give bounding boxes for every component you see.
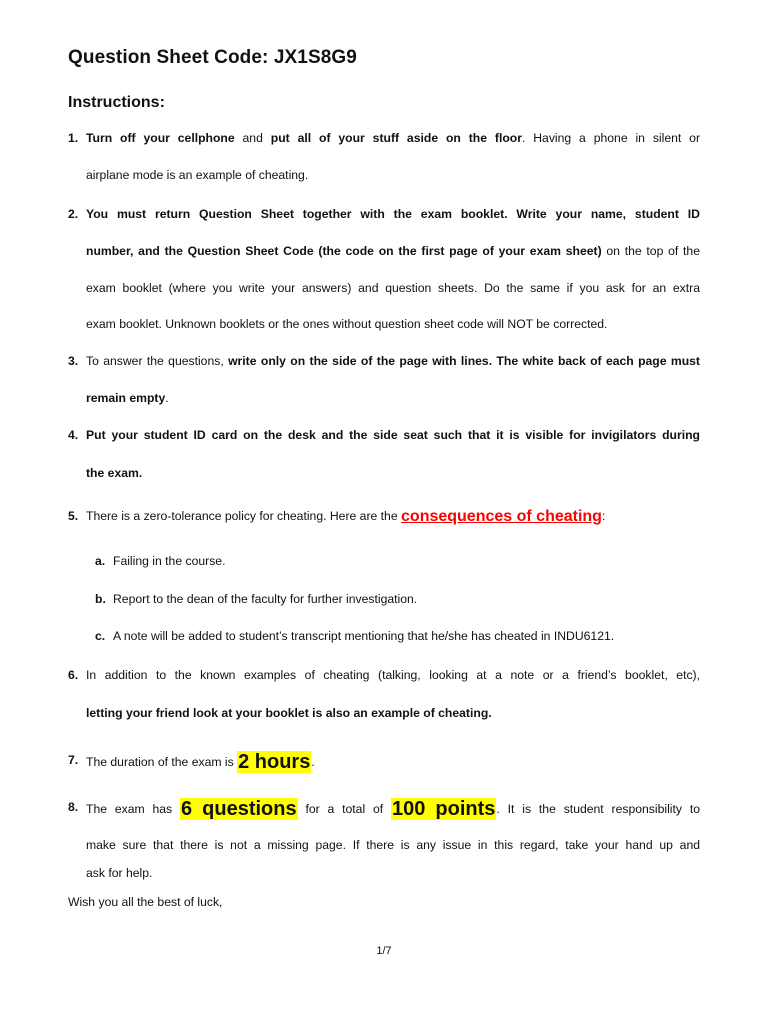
text-run: and xyxy=(234,131,271,145)
item-3-line-1 xyxy=(86,353,700,369)
item-2-line-1: You must return Question Sheet together with the exam booklet. Write your name, student ID xyxy=(86,207,700,221)
item-3-line-2 xyxy=(86,390,169,406)
closing-text: Wish you all the best of luck, xyxy=(68,895,223,909)
item-number: 5. xyxy=(68,509,79,523)
item-number: 2. xyxy=(68,207,79,221)
item-6-line-2: letting your friend look at your booklet is also an example of cheating. xyxy=(86,706,492,720)
emphasis-text: number, and the Question Sheet Code (the code on the first page of your exam sheet) xyxy=(86,244,602,258)
page-title: Question Sheet Code: JX1S8G9 xyxy=(68,47,357,68)
emphasis-text: Turn off your cellphone xyxy=(86,131,235,145)
text-run: The duration of the exam is xyxy=(86,755,238,769)
text-run: on the top of the xyxy=(601,244,700,258)
item-8-line-3: ask for help. xyxy=(86,866,153,880)
item-number: 6. xyxy=(68,668,79,682)
sub-item-text: Report to the dean of the faculty for further investigation. xyxy=(113,592,418,606)
sub-item-letter: b. xyxy=(95,592,106,606)
points-highlight: 100 points xyxy=(392,798,496,820)
item-7-line-1 xyxy=(86,751,315,773)
sub-item-letter: c. xyxy=(95,629,106,643)
emphasis-text: put all of your stuff aside on the floor xyxy=(270,131,522,145)
text-run: . Having a phone in silent or xyxy=(521,131,701,145)
text-run: : xyxy=(601,509,606,523)
item-8-line-2: make sure that there is not a missing page. If there is any issue in this regard, take your hand up and xyxy=(86,838,700,852)
item-4-line-2: the exam. xyxy=(86,466,143,480)
page-number: 1/7 xyxy=(376,945,392,957)
item-5-line-1 xyxy=(86,508,605,524)
item-number: 4. xyxy=(68,428,79,442)
duration-highlight: 2 hours xyxy=(238,751,311,773)
item-1-line-1 xyxy=(86,130,700,146)
text-run: The exam has xyxy=(86,802,180,816)
item-number: 8. xyxy=(68,800,79,814)
item-8-line-1 xyxy=(86,798,700,820)
emphasis-text: remain empty xyxy=(86,391,166,405)
text-run: for a total of xyxy=(297,802,392,816)
sub-item-letter: a. xyxy=(95,554,106,568)
item-number: 3. xyxy=(68,354,79,368)
item-1-line-2: airplane mode is an example of cheating. xyxy=(86,168,309,182)
item-6-line-1: In addition to the known examples of cheating (talking, looking at a note or a friend’s booklet, etc), xyxy=(86,668,700,682)
text-run: To answer the questions, xyxy=(86,354,229,368)
sub-item-text: Failing in the course. xyxy=(113,554,226,568)
text-run: . It is the student responsibility to xyxy=(496,802,700,816)
emphasis-text: write only on the side of the page with lines. The white back of each page must xyxy=(228,354,700,368)
item-2-line-4: exam booklet. Unknown booklets or the ones without question sheet code will NOT be corrected. xyxy=(86,317,608,331)
sub-item-text: A note will be added to student’s transcript mentioning that he/she has cheated in INDU6121. xyxy=(113,629,615,643)
item-number: 1. xyxy=(68,131,79,145)
consequences-highlight: consequences of cheating xyxy=(401,508,602,525)
questions-highlight: 6 questions xyxy=(181,798,297,820)
text-run: . xyxy=(165,391,169,405)
item-2-line-2 xyxy=(86,243,700,259)
item-4-line-1: Put your student ID card on the desk and the side seat such that it is visible for invigilators during xyxy=(86,428,700,442)
text-run: There is a zero-tolerance policy for cheating. Here are the xyxy=(86,509,402,523)
item-2-line-3: exam booklet (where you write your answers) and question sheets. Do the same if you ask for an extra xyxy=(86,281,700,295)
item-number: 7. xyxy=(68,753,79,767)
text-run: . xyxy=(311,755,315,769)
instructions-heading: Instructions: xyxy=(68,94,165,111)
